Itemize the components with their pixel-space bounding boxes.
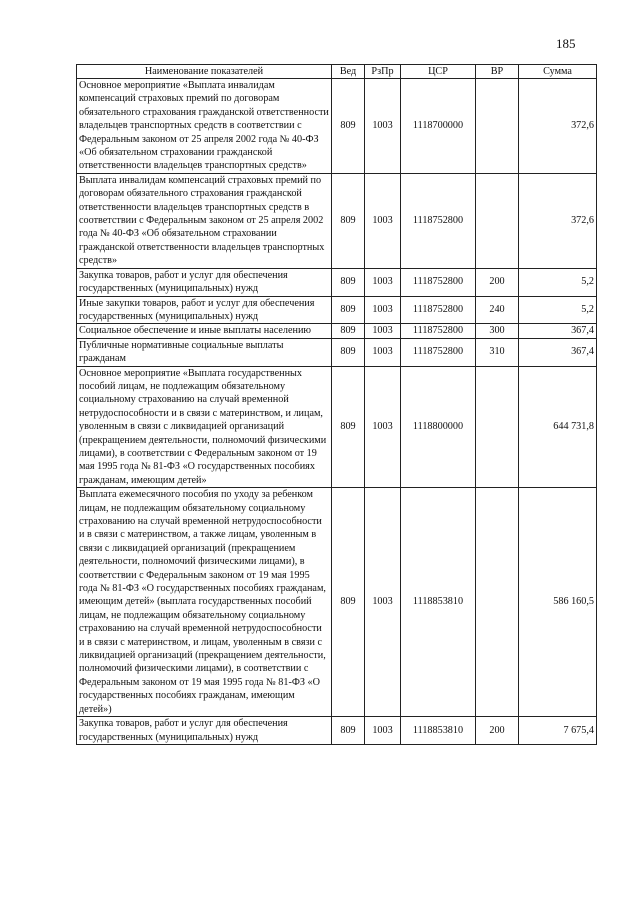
row-csr: 1118700000	[401, 79, 476, 174]
header-name: Наименование показателей	[77, 65, 332, 79]
row-rzpr: 1003	[365, 173, 401, 268]
header-sum: Сумма	[519, 65, 597, 79]
row-vr	[476, 79, 519, 174]
row-rzpr: 1003	[365, 79, 401, 174]
row-csr: 1118752800	[401, 268, 476, 296]
table-row	[77, 488, 597, 717]
row-rzpr: 1003	[365, 366, 401, 488]
row-ved: 809	[332, 717, 365, 745]
row-sum: 5,2	[519, 296, 597, 324]
row-vr	[476, 488, 519, 717]
row-sum: 372,6	[519, 79, 597, 174]
table-row	[77, 717, 597, 745]
row-vr	[476, 173, 519, 268]
table-row	[77, 366, 597, 488]
table-row	[77, 324, 597, 338]
header-csr: ЦСР	[401, 65, 476, 79]
row-name: Публичные нормативные социальные выплаты гражданам	[77, 338, 332, 366]
row-name: Выплата инвалидам компенсаций страховых премий по договорам обязательного страхования гражданской ответственности владельцев транспортных средств в соответствии с Федеральным законом от 25 апреля 2002 года № 40-ФЗ «Об обязательном страховании гражданской ответственности владельцев транспортных средств»	[77, 173, 332, 268]
row-vr: 200	[476, 268, 519, 296]
row-rzpr: 1003	[365, 296, 401, 324]
page-number: 185	[556, 36, 576, 51]
row-name: Закупка товаров, работ и услуг для обеспечения государственных (муниципальных) нужд	[77, 268, 332, 296]
row-name: Выплата ежемесячного пособия по уходу за ребенком лицам, не подлежащим обязательному социальному страхованию на случай временной нетрудоспособности и в связи с материнством, а также лицам, уволенным в связи с ликвидацией организаций (прекращением деятельности, полномочий физическими лицами), в соответствии с Федеральным законом от 19 мая 1995 года № 81-ФЗ «О государственных пособиях гражданам, имеющим детей» (выплата государственных пособий лицам, не подлежащим обязательному социальному страхованию на случай временной нетрудоспособности и в связи с материнством, и лицам, уволенным в связи с ликвидацией организаций (прекращением деятельности, полномочий физическими лицами), в соответствии с Федеральным законом от 19 мая 1995 года № 81-ФЗ «О государственных пособиях гражданам, имеющим детей»)	[77, 488, 332, 717]
table-header-row	[77, 65, 597, 79]
row-name: Основное мероприятие «Выплата инвалидам компенсаций страховых премий по договорам обязательного страхования гражданской ответственности владельцев транспортных средств в соответствии с Федеральным законом от 25 апреля 2002 года № 40-ФЗ «Об обязательном страховании гражданской ответственности владельцев транспортных средств»	[77, 79, 332, 174]
table-row	[77, 79, 597, 174]
row-ved: 809	[332, 324, 365, 338]
row-name: Основное мероприятие «Выплата государственных пособий лицам, не подлежащим обязательному социальному страхованию на случай временной нетрудоспособности и в связи с материнством, и лицам, уволенным в связи с ликвидацией организаций (прекращением деятельности, полномочий физическими лицами), в соответствии с Федеральным законом от 19 мая 1995 года № 81-ФЗ «О государственных пособиях гражданам, имеющим детей»	[77, 366, 332, 488]
row-rzpr: 1003	[365, 268, 401, 296]
row-csr: 1118853810	[401, 717, 476, 745]
table-row	[77, 173, 597, 268]
row-sum: 367,4	[519, 324, 597, 338]
budget-table	[76, 64, 597, 745]
row-sum: 586 160,5	[519, 488, 597, 717]
row-name: Закупка товаров, работ и услуг для обеспечения государственных (муниципальных) нужд	[77, 717, 332, 745]
row-csr: 1118853810	[401, 488, 476, 717]
row-rzpr: 1003	[365, 338, 401, 366]
row-csr: 1118752800	[401, 338, 476, 366]
row-ved: 809	[332, 366, 365, 488]
row-ved: 809	[332, 296, 365, 324]
row-ved: 809	[332, 268, 365, 296]
row-vr: 310	[476, 338, 519, 366]
row-csr: 1118800000	[401, 366, 476, 488]
header-vr: ВР	[476, 65, 519, 79]
row-ved: 809	[332, 488, 365, 717]
table-row	[77, 268, 597, 296]
header-ved: Вед	[332, 65, 365, 79]
row-csr: 1118752800	[401, 324, 476, 338]
row-name: Социальное обеспечение и иные выплаты населению	[77, 324, 332, 338]
row-rzpr: 1003	[365, 324, 401, 338]
row-csr: 1118752800	[401, 173, 476, 268]
row-rzpr: 1003	[365, 488, 401, 717]
table-row	[77, 338, 597, 366]
table-row	[77, 296, 597, 324]
row-sum: 372,6	[519, 173, 597, 268]
row-ved: 809	[332, 173, 365, 268]
header-rzpr: РзПр	[365, 65, 401, 79]
row-csr: 1118752800	[401, 296, 476, 324]
row-ved: 809	[332, 79, 365, 174]
row-vr: 200	[476, 717, 519, 745]
row-sum: 367,4	[519, 338, 597, 366]
row-sum: 644 731,8	[519, 366, 597, 488]
row-sum: 5,2	[519, 268, 597, 296]
row-rzpr: 1003	[365, 717, 401, 745]
row-vr: 300	[476, 324, 519, 338]
row-sum: 7 675,4	[519, 717, 597, 745]
row-ved: 809	[332, 338, 365, 366]
row-vr: 240	[476, 296, 519, 324]
row-vr	[476, 366, 519, 488]
row-name: Иные закупки товаров, работ и услуг для обеспечения государственных (муниципальных) нужд	[77, 296, 332, 324]
